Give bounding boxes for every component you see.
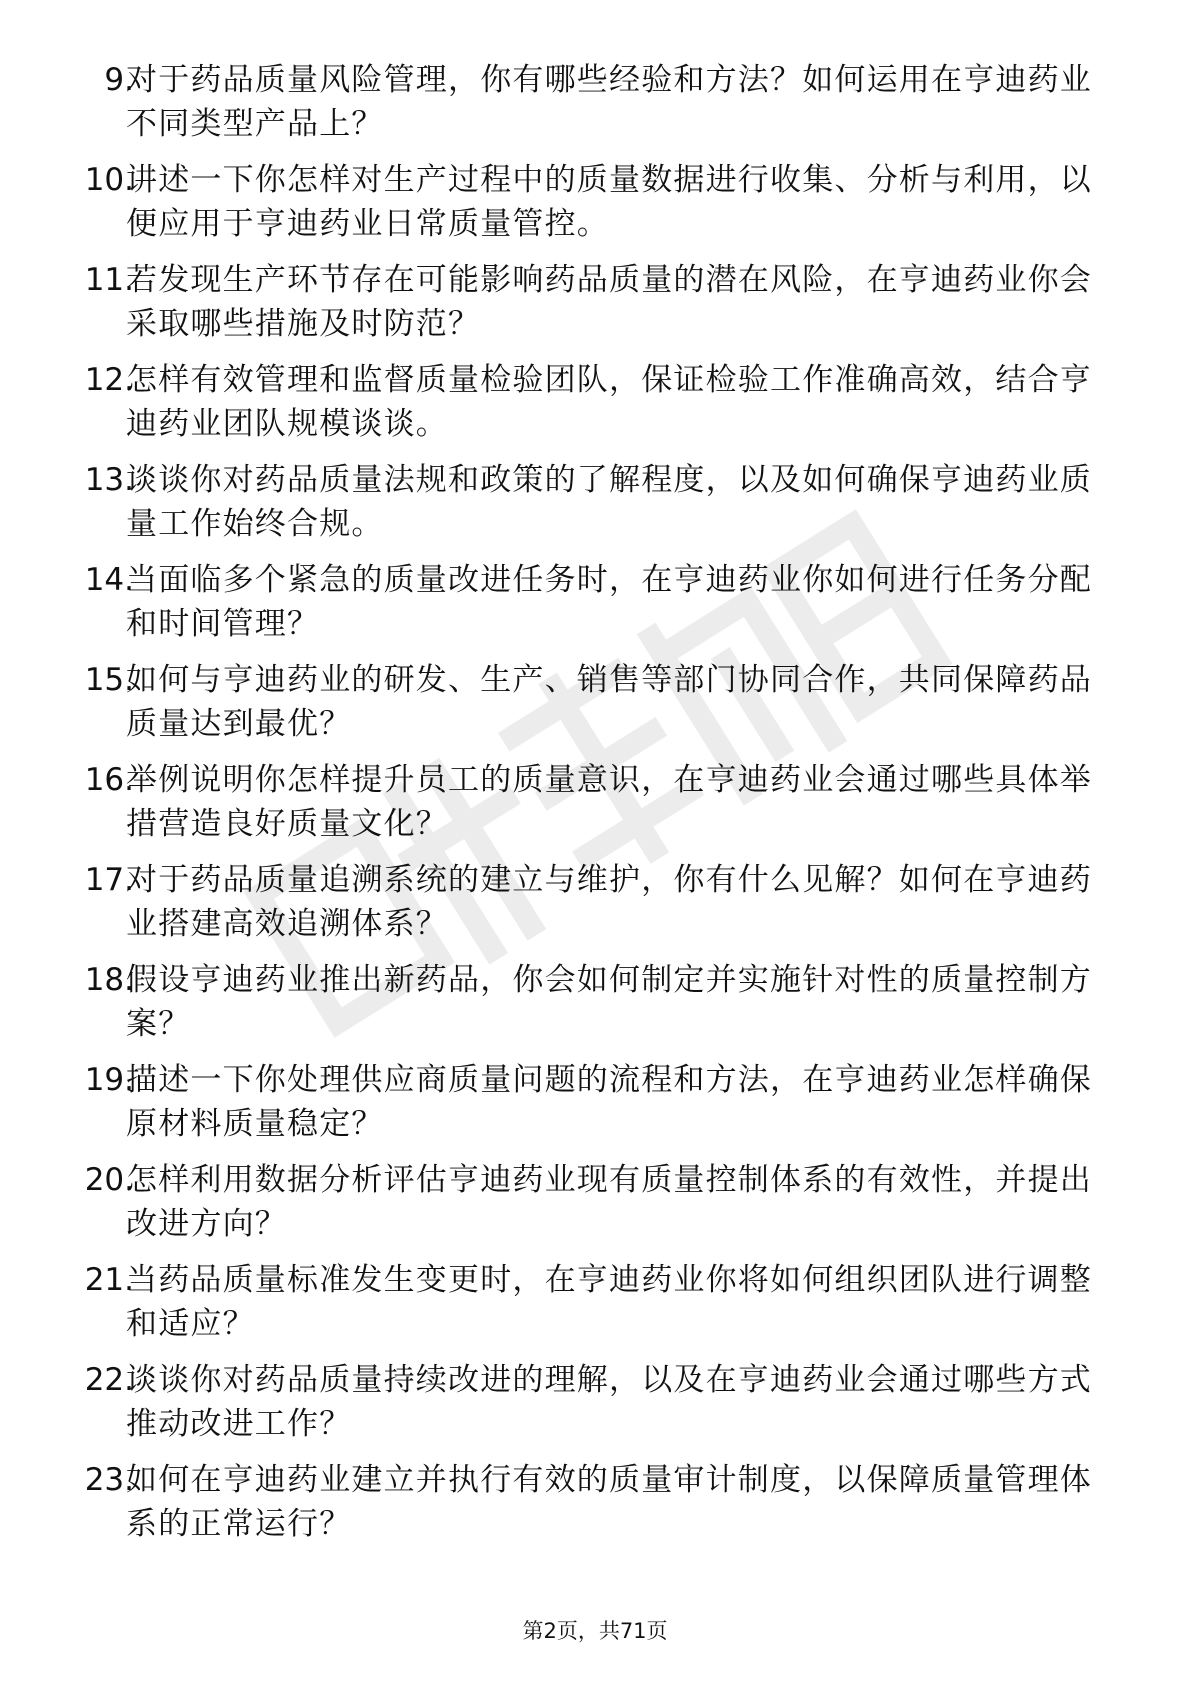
question-text: 当面临多个紧急的质量改进任务时，在亨迪药业你如何进行任务分配和时间管理？: [126, 562, 1092, 642]
question-number: 23.: [84, 1462, 134, 1498]
question-text: 当药品质量标准发生变更时，在亨迪药业你将如何组织团队进行调整和适应？: [126, 1262, 1092, 1342]
question-text: 讲述一下你怎样对生产过程中的质量数据进行收集、分析与利用，以便应用于亨迪药业日常质量管控。: [126, 162, 1092, 242]
question-number: 17.: [84, 862, 134, 898]
question-text: 如何与亨迪药业的研发、生产、销售等部门协同合作，共同保障药品质量达到最优？: [126, 662, 1092, 742]
question-number: 14.: [84, 562, 134, 598]
list-item: [0, 248, 1190, 348]
question-text: 若发现生产环节存在可能影响药品质量的潜在风险，在亨迪药业你会采取哪些措施及时防范？: [126, 262, 1092, 342]
list-item: [0, 148, 1190, 248]
question-number: 12.: [84, 362, 134, 398]
question-number: 9.: [104, 62, 134, 98]
question-text: 描述一下你处理供应商质量问题的流程和方法，在亨迪药业怎样确保原材料质量稳定？: [126, 1062, 1092, 1142]
question-number: 22.: [84, 1362, 134, 1398]
list-item: [0, 448, 1190, 548]
question-text: 谈谈你对药品质量持续改进的理解，以及在亨迪药业会通过哪些方式推动改进工作？: [126, 1362, 1092, 1442]
list-item: [0, 548, 1190, 648]
list-item: [0, 648, 1190, 748]
list-item: [0, 1348, 1190, 1448]
question-text: 怎样利用数据分析评估亨迪药业现有质量控制体系的有效性，并提出改进方向？: [126, 1162, 1092, 1242]
question-text: 举例说明你怎样提升员工的质量意识，在亨迪药业会通过哪些具体举措营造良好质量文化？: [126, 762, 1092, 842]
question-number: 18.: [84, 962, 134, 998]
question-number: 21.: [84, 1262, 134, 1298]
question-number: 10.: [84, 162, 134, 198]
question-number: 19.: [84, 1062, 134, 1098]
list-item: [0, 848, 1190, 948]
list-item: [0, 348, 1190, 448]
list-item: [0, 1448, 1190, 1548]
list-item: [0, 948, 1190, 1048]
list-item: [0, 48, 1190, 148]
question-number: 20.: [84, 1162, 134, 1198]
question-text: 假设亨迪药业推出新药品，你会如何制定并实施针对性的质量控制方案？: [126, 962, 1092, 1042]
list-item: [0, 748, 1190, 848]
page-footer: 第2页，共71页: [522, 1619, 668, 1643]
question-text: 谈谈你对药品质量法规和政策的了解程度，以及如何确保亨迪药业质量工作始终合规。: [126, 462, 1092, 542]
question-number: 15.: [84, 662, 134, 698]
list-item: [0, 1248, 1190, 1348]
list-item: [0, 1148, 1190, 1248]
question-number: 16.: [84, 762, 134, 798]
list-item: [0, 1048, 1190, 1148]
question-text: 如何在亨迪药业建立并执行有效的质量审计制度，以保障质量管理体系的正常运行？: [126, 1462, 1092, 1542]
question-text: 对于药品质量追溯系统的建立与维护，你有什么见解？如何在亨迪药业搭建高效追溯体系？: [126, 862, 1092, 942]
question-number: 13.: [84, 462, 134, 498]
question-text: 怎样有效管理和监督质量检验团队，保证检验工作准确高效，结合亨迪药业团队规模谈谈。: [126, 362, 1092, 442]
question-number: 11.: [84, 262, 134, 298]
question-list: [0, 48, 1190, 1548]
question-text: 对于药品质量风险管理，你有哪些经验和方法？如何运用在亨迪药业不同类型产品上？: [126, 62, 1092, 142]
